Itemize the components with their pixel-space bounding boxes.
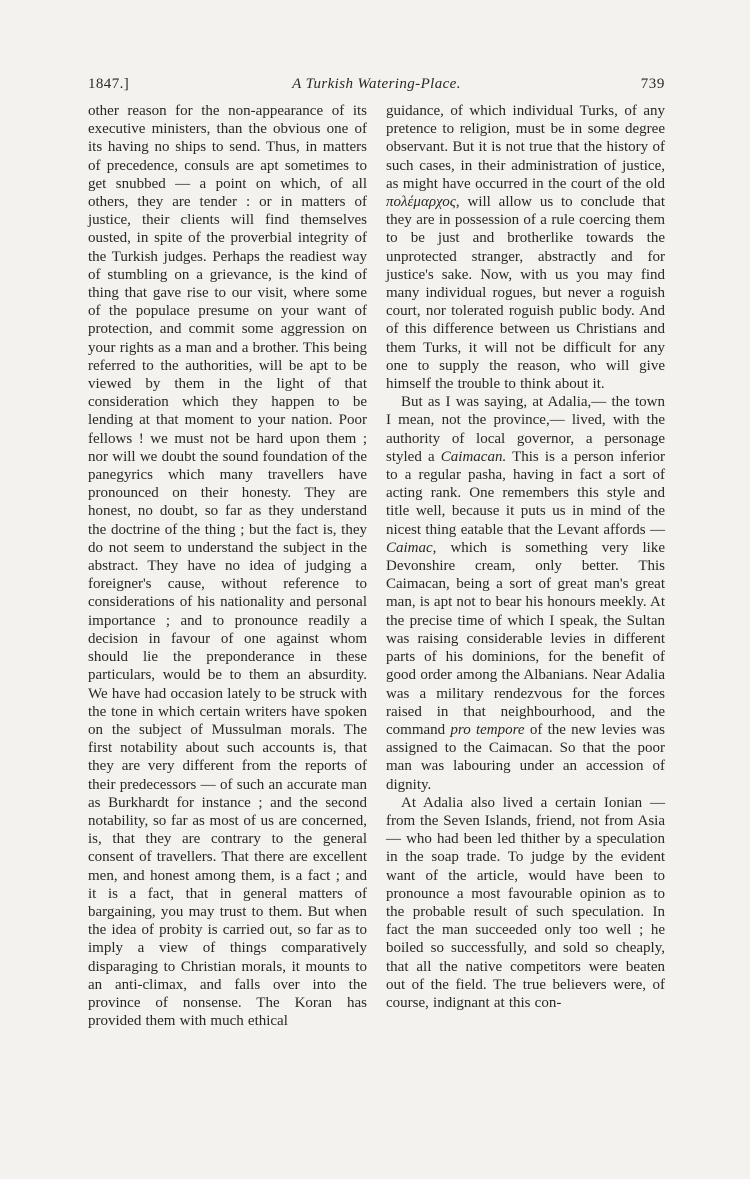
text-segment: At Adalia also lived a certain Ionian — from the Seven Islands, friend, not from Asia — who had been led thither by a speculation in the soap trade. To judge by the evident want of the article, would have been to pronounce a most favourable opinion as to the probable result of such speculation. In fact the man succeeded only too well ; he boiled so successfully, and sold so cheaply, that all the native competitors were beaten out of the field. The true believers were, of course, indignant at this con- — [386, 794, 665, 1011]
text-segment: of the new levies was assigned to the Caimacan. So that the poor man was labouring under an accession of dignity. — [386, 721, 665, 793]
text-segment: This is a person inferior to a regular pasha, having in fact a sort of acting rank. One remembers this style and title well, because it puts us in mind of the nicest thing eatable that the Levant affords — — [386, 448, 665, 538]
header-page-number: 739 — [640, 76, 665, 92]
text-segment: guidance, of which individual Turks, of any pretence to religion, must be in some degree observant. But it is not true that the history of such cases, in their administration of justice, as might have occurred in the court of the old — [386, 103, 665, 192]
paragraph — [386, 102, 665, 393]
text-segment: But as I was saying, at Adalia,— the town I mean, not the province,— lived, with the authority of local governor, a personage styled a — [386, 394, 665, 465]
header-date: 1847.] — [88, 76, 130, 92]
italic-text-segment: Caimac, — [386, 539, 437, 556]
text-segment: other reason for the non-appearance of its executive ministers, than the obvious one of its having no ships to send. Thus, in matters of precedence, consuls are apt sometimes to get snubbed — a point on which, of all others, they are tender : or in matters of justice, their clients will find themselves ousted, in spite of the proverbial integrity of the Turkish judges. Perhaps the readiest way of stumbling on a grievance, is the kind of thing that gave rise to our visit, where some of the populace presume on your want of protection, and commit some aggression on your rights as a man and a brother. This being referred to the authorities, will be apt to be viewed by them in the light of that consideration which they happen to be lending at that moment to your nation. Poor fellows ! we must not be hard upon them ; nor will we doubt the sound foundation of the panegyrics which many travellers have pronounced on their honesty. They are honest, no doubt, so far as they understand the doctrine of the thing ; but the fact is, they do not seem to understand the subject in the abstract. They have no idea of judging a foreigner's cause, without reference to considerations of his nationality and personal importance ; and to pronounce readily a decision in favour of one against whom should lie the preponderance in these particulars, would be to them an absurdity. We have had occasion lately to be struck with the tone in which certain writers have spoken on the subject of Mussulman morals. The first notability about such accounts is, that they are very different from the reports of their predecessors — of such an accurate man as Burkhardt for instance ; and the second notability, so far as most of us are concerned, is, that they are contrary to the general consent of travellers. That there are excellent men, and honest among them, is a fact ; and it is a fact, that in general matters of bargaining, you may trust to them. But when the idea of probity is carried out, so far as to imply a view of things comparatively disparaging to Christian morals, it mounts to an anti-climax, and falls over into the province of nonsense. The Koran has provided them with much ethical — [88, 103, 367, 1030]
italic-text-segment: πολέμαρχος — [386, 194, 456, 211]
paragraph — [386, 794, 665, 1012]
page-header — [88, 76, 665, 93]
italic-text-segment: Caimacan. — [440, 448, 507, 465]
paragraph — [88, 102, 367, 1030]
italic-text-segment: pro tempore — [450, 721, 525, 738]
left-column — [88, 102, 367, 1030]
text-columns — [88, 102, 665, 1030]
text-segment: which is something very like Devonshire cream, only better. This Caimacan, being a sort of great man's great man, is apt not to bear his honours meekly. At the precise time of which I speak, the Sultan was raising considerable levies in different parts of his dominions, for the benefit of good order among the Albanians. Near Adalia was a military rendezvous for the forces raised in that neighbourhood, and the command — [386, 539, 665, 738]
text-segment: , will allow us to conclude that they are in possession of a rule coercing them to be just and brotherlike towards the unprotected stranger, abstractly and for justice's sake. Now, with us you may find many individual rogues, but never a roguish court, nor tolerated roguish public body. And of this difference between us Christians and them Turks, it will not be difficult for any one to supply the reason, who will give himself the trouble to think about it. — [386, 194, 665, 393]
paragraph — [386, 393, 665, 793]
header-title: A Turkish Watering-Place. — [292, 76, 461, 92]
right-column — [386, 102, 665, 1030]
